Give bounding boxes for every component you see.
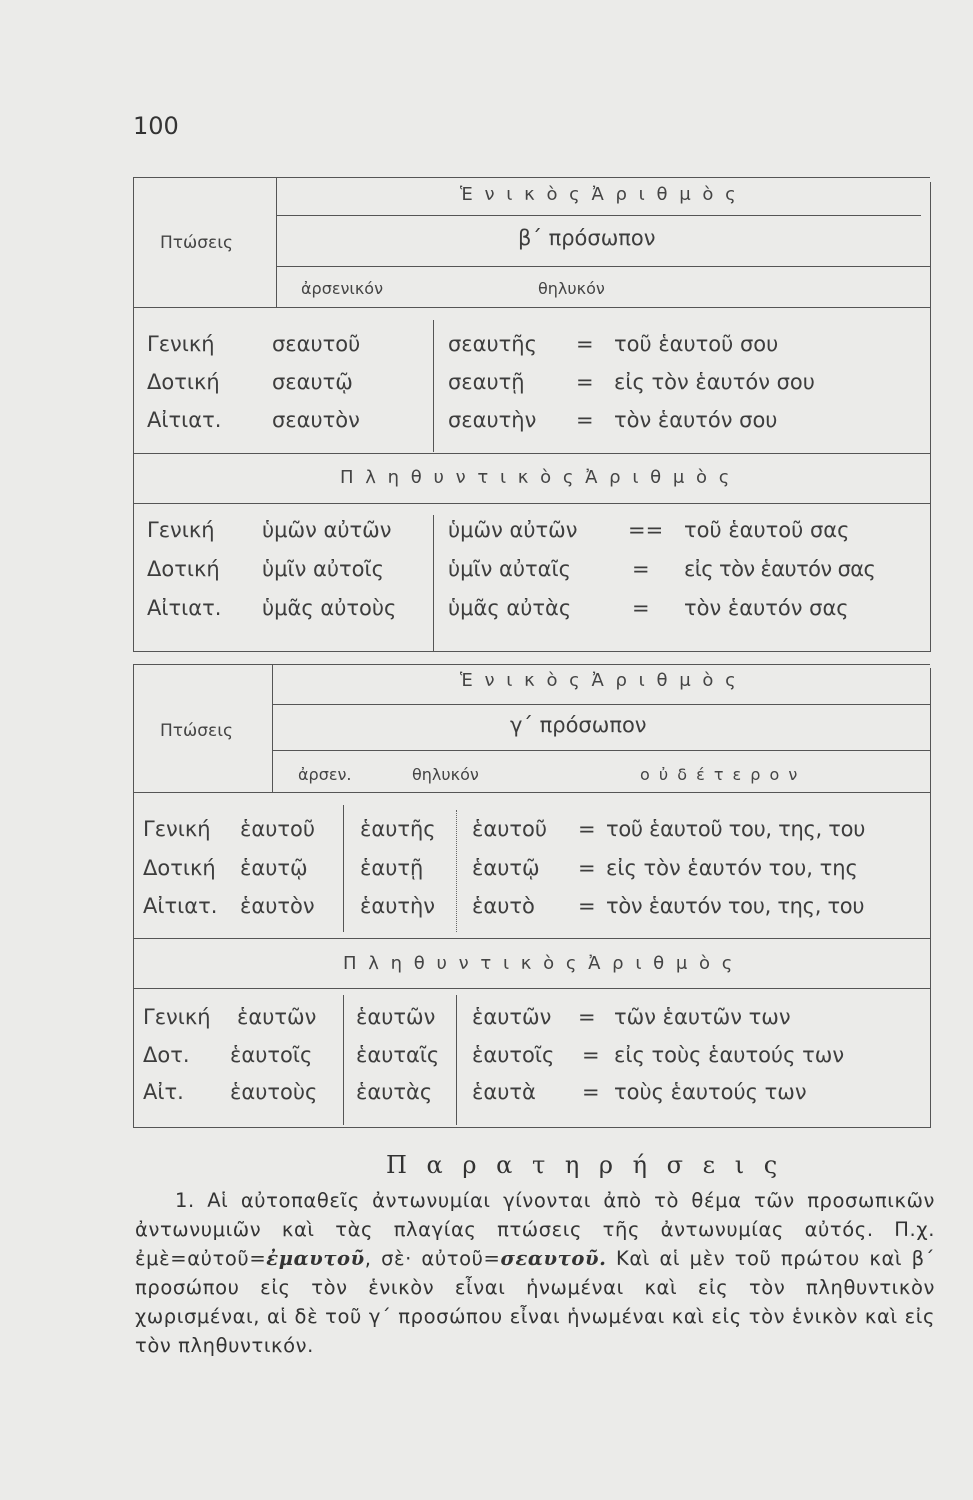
feminine-form: ἑαυταῖς <box>356 1043 440 1067</box>
neuter-form: ἑαυτῷ <box>472 856 540 880</box>
feminine-form: σεαυτὴν <box>448 408 537 432</box>
masculine-form: σεαυτοῦ <box>272 332 361 356</box>
plural-number-header: Π λ η θ υ ν τ ι κ ὸ ς Ἀ ρ ι θ μ ὸ ς <box>340 467 733 488</box>
rule <box>133 1127 930 1128</box>
feminine-form: ἑαυτὴν <box>360 894 436 918</box>
feminine-form: ἑαυτῆς <box>360 817 436 841</box>
remark-example: σεαυτοῦ. <box>500 1247 607 1270</box>
rule <box>272 664 273 792</box>
masculine-form: ὑμῶν αὐτῶν <box>262 518 392 542</box>
singular-number-header: Ἑ ν ι κ ὸ ς Ἀ ρ ι θ μ ὸ ς <box>460 184 739 205</box>
rule <box>272 704 930 705</box>
masculine-form: ἑαυτοὺς <box>230 1080 318 1104</box>
expansion: εἰς τὸν ἑαυτόν σου <box>614 370 815 394</box>
person-header: β΄ πρόσωπον <box>518 226 656 250</box>
feminine-form: σεαυτῇ <box>448 370 525 394</box>
remarks-text <box>135 1186 935 1360</box>
remark-text: 1. Αἱ αὐτοπαθεῖς ἀντωνυμίαι γίνονται ἀπὸ τὸ θέμα τῶν προσωπικῶν ἀντωνυμιῶν καὶ τὰς πλαγίας πτώσεις τῆς ἀντωνυμίας αὐτός. Π.χ. ἐμὲ=αὐτοῦ= <box>135 1189 935 1270</box>
equals-sign: = <box>582 1043 600 1067</box>
equals-sign: = <box>578 894 596 918</box>
case-label: Δοτική <box>147 370 220 394</box>
feminine-header: θηλυκόν <box>412 765 479 784</box>
expansion: τὸν ἑαυτόν σας <box>684 596 849 620</box>
rule <box>930 182 931 652</box>
case-label: Δοτική <box>143 856 216 880</box>
case-label: Γενική <box>143 817 211 841</box>
person-header: γ΄ πρόσωπον <box>510 713 647 737</box>
equals-sign: = <box>576 370 594 394</box>
masculine-form: ἑαυτοῦ <box>240 817 315 841</box>
cases-header: Πτώσεις <box>160 233 233 253</box>
masculine-form: ἑαυτὸν <box>240 894 315 918</box>
neuter-form: ἑαυτὰ <box>472 1080 536 1104</box>
feminine-form: ὑμῶν αὐτῶν <box>448 518 578 542</box>
remark-paragraph-1 <box>135 1186 935 1360</box>
feminine-header: θηλυκόν <box>538 279 605 298</box>
case-label: Δοτική <box>147 557 220 581</box>
rule <box>343 805 344 932</box>
masculine-form: σεαυτῷ <box>272 370 353 394</box>
rule <box>456 995 457 1125</box>
masculine-header: ἀρσεν. <box>298 765 352 784</box>
equals-sign: = <box>576 408 594 432</box>
rule <box>276 215 921 216</box>
case-label: Αἰτιατ. <box>143 894 218 918</box>
expansion: εἰς τοὺς ἑαυτούς των <box>614 1043 845 1067</box>
rule <box>930 668 931 1128</box>
case-label: Γενική <box>147 518 215 542</box>
remarks-title: Π α ρ α τ η ρ ή σ ε ι ς <box>386 1151 784 1179</box>
neuter-header: ο ὐ δ έ τ ε ρ ο ν <box>640 765 800 784</box>
neuter-form: ἑαυτοῦ <box>472 817 547 841</box>
case-label: Γενική <box>143 1005 211 1029</box>
equals-sign: = <box>578 1005 596 1029</box>
expansion: τῶν ἑαυτῶν των <box>614 1005 791 1029</box>
expansion: τοῦ ἑαυτοῦ σου <box>614 332 779 356</box>
case-label: Αἰτιατ. <box>147 596 222 620</box>
expansion: εἰς τὸν ἑαυτόν του, της <box>606 856 858 880</box>
expansion: τοῦ ἑαυτοῦ του, της, του <box>606 817 866 841</box>
rule <box>133 177 930 178</box>
remark-text: , σὲ· αὐτοῦ= <box>364 1247 501 1270</box>
equals-sign: = <box>578 817 596 841</box>
equals-sign: = <box>632 596 650 620</box>
rule <box>133 307 930 308</box>
masculine-form: ὑμᾶς αὐτοὺς <box>262 596 397 620</box>
case-label: Δοτ. <box>143 1043 190 1067</box>
feminine-form: σεαυτῆς <box>448 332 537 356</box>
masculine-form: σεαυτὸν <box>272 408 360 432</box>
masculine-form: ἑαυτοῖς <box>230 1043 313 1067</box>
rule <box>133 453 930 454</box>
rule <box>456 810 457 932</box>
neuter-form: ἑαυτοῖς <box>472 1043 555 1067</box>
neuter-form: ἑαυτὸ <box>472 894 535 918</box>
singular-number-header: Ἑ ν ι κ ὸ ς Ἀ ρ ι θ μ ὸ ς <box>460 670 739 691</box>
page-number: 100 <box>133 112 179 140</box>
rule <box>133 988 930 989</box>
remark-example: ἐμαυτοῦ <box>266 1247 365 1270</box>
case-label: Αἰτιατ. <box>147 408 222 432</box>
feminine-form: ὑμᾶς αὐτὰς <box>448 596 572 620</box>
cases-header: Πτώσεις <box>160 721 233 741</box>
feminine-form: ὑμῖν αὐταῖς <box>448 557 571 581</box>
equals-sign: = <box>578 856 596 880</box>
expansion: τοὺς ἑαυτούς των <box>614 1080 807 1104</box>
expansion: τὸν ἑαυτόν του, της, του <box>606 894 865 918</box>
masculine-form: ὑμῖν αὐτοῖς <box>262 557 384 581</box>
neuter-form: ἑαυτῶν <box>472 1005 552 1029</box>
case-label: Αἰτ. <box>143 1080 184 1104</box>
equals-sign: = <box>576 332 594 356</box>
rule <box>433 320 434 452</box>
rule <box>276 266 930 267</box>
masculine-header: ἀρσενικόν <box>301 279 383 298</box>
equals-sign: = <box>632 557 650 581</box>
equals-sign: == <box>628 518 664 542</box>
rule <box>133 938 930 939</box>
rule <box>133 664 134 1128</box>
rule <box>133 177 134 652</box>
masculine-form: ἑαυτῶν <box>237 1005 317 1029</box>
expansion: εἰς τὸν ἑαυτόν σας <box>684 557 876 581</box>
plural-number-header: Π λ η θ υ ν τ ι κ ὸ ς Ἀ ρ ι θ μ ὸ ς <box>343 953 736 974</box>
remark-text: Καὶ αἱ μὲν τοῦ πρώτου καὶ β΄ προσώπου εἰς τὸν ἑνικὸν εἶναι ἡνωμέναι καὶ εἰς τὸν πληθυντικὸν χωρισμέναι, αἱ δὲ τοῦ γ΄ προσώπου εἶναι ἡνωμέναι καὶ εἰς τὸν ἑνικὸν καὶ εἰς τὸν πληθυντικόν. <box>135 1247 935 1357</box>
equals-sign: = <box>582 1080 600 1104</box>
rule <box>133 664 930 665</box>
rule <box>433 515 434 652</box>
rule <box>133 792 930 793</box>
feminine-form: ἑαυτὰς <box>356 1080 433 1104</box>
case-label: Γενική <box>147 332 215 356</box>
feminine-form: ἑαυτῶν <box>356 1005 436 1029</box>
masculine-form: ἑαυτῷ <box>240 856 308 880</box>
expansion: τὸν ἑαυτόν σου <box>614 408 778 432</box>
expansion: τοῦ ἑαυτοῦ σας <box>684 518 850 542</box>
rule <box>133 651 930 652</box>
feminine-form: ἑαυτῇ <box>360 856 424 880</box>
rule <box>276 177 277 307</box>
rule <box>343 995 344 1125</box>
rule <box>272 750 930 751</box>
rule <box>133 503 930 504</box>
